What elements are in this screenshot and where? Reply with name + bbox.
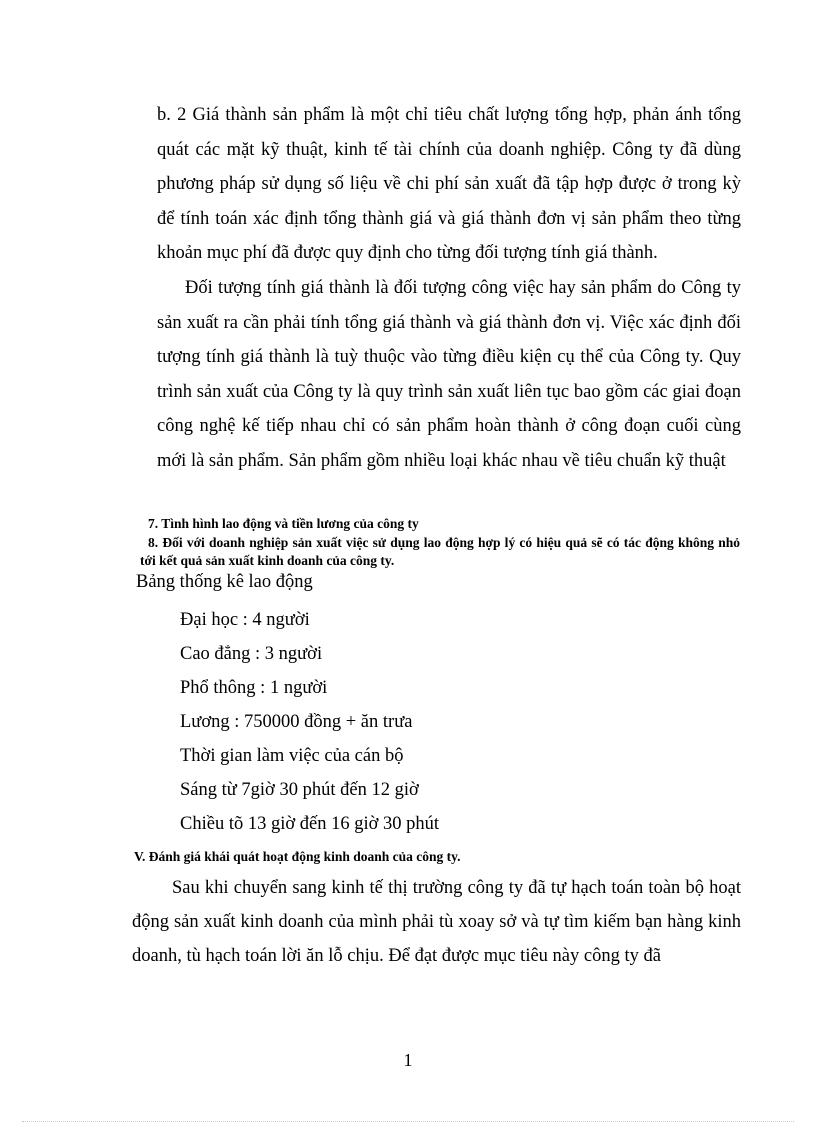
page-number: 1 [403, 1050, 413, 1070]
page-bottom-divider [22, 1121, 794, 1122]
labor-stats-list [180, 603, 439, 841]
list-item: Chiều tõ 13 giờ đến 16 giờ 30 phút [180, 814, 440, 834]
section-heading-business-overview: V. Đánh giá khái quát hoạt động kinh doanh của công ty. [134, 849, 461, 864]
list-item: Phổ thông : 1 người [180, 678, 328, 698]
section-heading-labor-wages: 7. Tình hình lao động và tiền lương của công ty [148, 516, 419, 531]
list-item: Sáng từ 7giờ 30 phút đến 12 giờ [180, 780, 419, 800]
list-item: Thời gian làm việc của cán bộ [180, 746, 404, 766]
paragraph-costing-object: Đối tượng tính giá thành là đối tượng công việc hay sản phẩm do Công ty sản xuất ra cần phải tính tổng giá thành và giá thành đơn vị. Việc xác định đối tượng tính giá thành là tuỳ thuộc vào từng điều kiện cụ thể của Công ty. Quy trình sản xuất của Công ty là quy trình sản xuất liên tục bao gồm các giai đoạn công nghệ kế tiếp nhau chỉ có sản phẩm hoàn thành ở công đoạn cuối cùng mới là sản phẩm. Sản phẩm gồm nhiều loại khác nhau về tiêu chuẩn kỹ thuật [157, 278, 741, 471]
labor-stats-title: Bảng thống kê lao động [136, 572, 313, 592]
section-heading-labor-usage: 8. Đối với doanh nghiệp sản xuất việc sử dụng lao động hợp lý có hiệu quả sẽ có tác động không nhỏ tới kết quả sản xuất kinh doanh của công ty. [140, 535, 740, 568]
paragraph-business-overview: Sau khi chuyển sang kinh tế thị trường công ty đã tự hạch toán toàn bộ hoạt động sản xuất kinh doanh của mình phải tù xoay sở và tự tìm kiếm bạn hàng kinh doanh, tù hạch toán lời ăn lỗ chịu. Để đạt được mục tiêu này công ty đã [132, 878, 741, 966]
list-item: Lương : 750000 đồng + ăn trưa [180, 712, 413, 732]
list-item: Cao đẳng : 3 người [180, 644, 323, 664]
list-item: Đại học : 4 người [180, 610, 310, 630]
paragraph-product-cost: b. 2 Giá thành sản phẩm là một chỉ tiêu chất lượng tổng hợp, phản ánh tổng quát các mặt kỹ thuật, kinh tế tài chính của doanh nghiệp. Công ty đã dùng phương pháp sử dụng số liệu về chi phí sản xuất đã tập hợp được ở trong kỳ để tính toán xác định tổng thành giá và giá thành đơn vị sản phẩm theo từng khoản mục phí đã được quy định cho từng đối tượng tính giá thành. [157, 105, 741, 263]
